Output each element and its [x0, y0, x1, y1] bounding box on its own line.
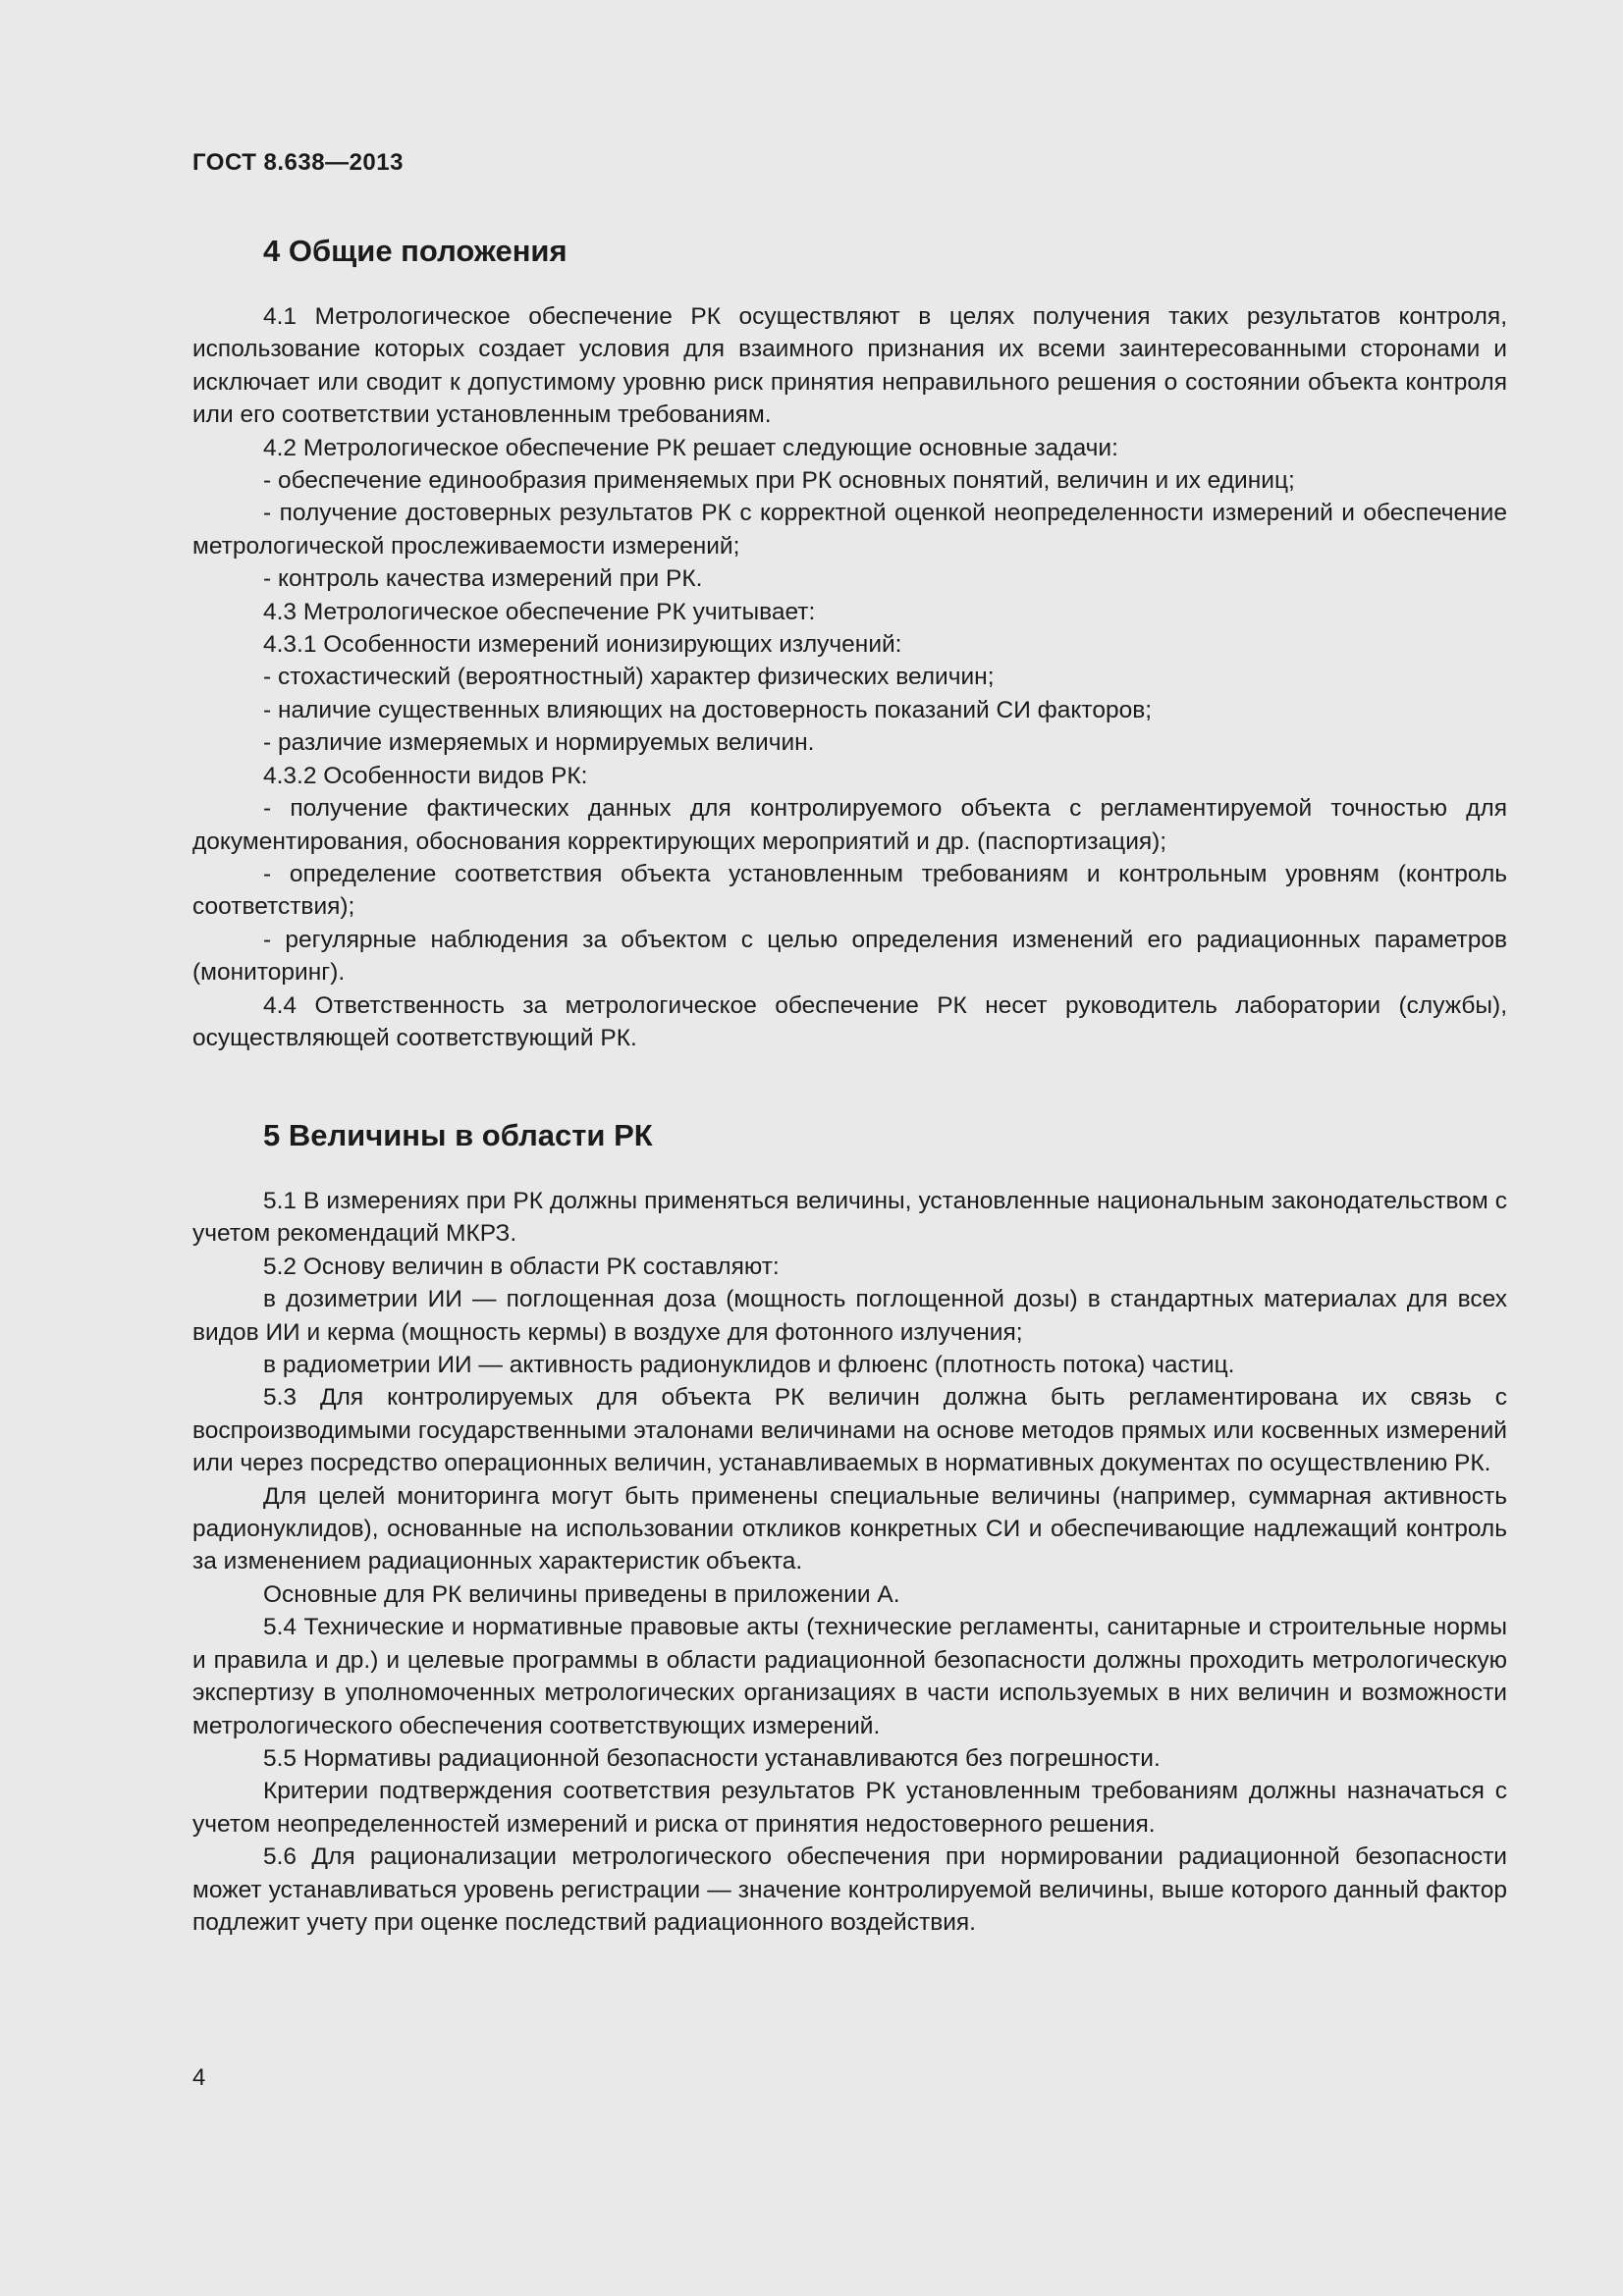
list-item: - обеспечение единообразия применяемых при РК основных понятий, величин и их единиц; [263, 467, 1295, 495]
list-item: - наличие существенных влияющих на достоверность показаний СИ факторов; [263, 696, 1153, 723]
paragraph-5-6: 5.6 Для рационализации метрологического обеспечения при нормировании радиационной безопасности может устанавливаться уровень регистрации — значение контролируемой величины, выше которого данный фактор подлежит учету при оценке последствий радиационного воздействия. [192, 1843, 1507, 1936]
paragraph-4-3: 4.3 Метрологическое обеспечение РК учитывает: [263, 598, 816, 625]
paragraph-5-2: 5.2 Основу величин в области РК составляют: [263, 1253, 780, 1280]
list-item: - получение достоверных результатов РК с корректной оценкой неопределенности измерений и обеспечение метрологической прослеживаемости измерений; [192, 500, 1507, 560]
section-5-title: 5 Величины в области РК [263, 1118, 653, 1152]
section-4 [192, 224, 1507, 1054]
paragraph-5-4: 5.4 Технические и нормативные правовые акты (технические регламенты, санитарные и строительные нормы и правила и др.) и целевые программы в области радиационной безопасности должны проходить метрологическую экспертизу в уполномоченных метрологических организациях в части используемых в них величин и возможности метрологического обеспечения соответствующих измерений. [192, 1614, 1507, 1739]
paragraph-4-3-1: 4.3.1 Особенности измерений ионизирующих излучений: [263, 631, 902, 659]
section-4-title: 4 Общие положения [263, 234, 568, 268]
paragraph-5-3: 5.3 Для контролируемых для объекта РК величин должна быть регламентирована их связь с воспроизводимыми государственными эталонами величинами на основе методов прямых или косвенных измерений или через посредство операционных величин, устанавливаемых в нормативных документах по осуществлению РК. [192, 1384, 1507, 1477]
paragraph-5-1: 5.1 В измерениях при РК должны применяться величины, установленные национальным законодательством с учетом рекомендаций МКРЗ. [192, 1188, 1507, 1248]
list-item: - регулярные наблюдения за объектом с целью определения изменений его радиационных параметров (мониторинг). [192, 926, 1507, 987]
paragraph-4-4: 4.4 Ответственность за метрологическое обеспечение РК несет руководитель лаборатории (службы), осуществляющей соответствующий РК. [192, 991, 1507, 1051]
paragraph-5-2-radiometry: в радиометрии ИИ — активность радионуклидов и флюенс (плотность потока) частиц. [263, 1352, 1235, 1379]
page-number: 4 [192, 2064, 206, 2091]
section-5 [192, 1108, 1507, 1939]
paragraph-4-3-2: 4.3.2 Особенности видов РК: [263, 762, 588, 789]
paragraph-5-3-monitoring: Для целей мониторинга могут быть применены специальные величины (например, суммарная активность радионуклидов), основанные на использовании откликов конкретных СИ и обеспечивающие надлежащий контроль за изменением радиационных характеристик объекта. [192, 1482, 1507, 1575]
paragraph-4-2: 4.2 Метрологическое обеспечение РК решает следующие основные задачи: [263, 434, 1118, 461]
paragraph-5-5: 5.5 Нормативы радиационной безопасности устанавливаются без погрешности. [263, 1744, 1161, 1772]
document-id-header: ГОСТ 8.638—2013 [192, 149, 404, 176]
list-item: - стохастический (вероятностный) характер физических величин; [263, 664, 995, 691]
list-item: - различие измеряемых и нормируемых величин. [263, 729, 815, 757]
list-item: - контроль качества измерений при РК. [263, 565, 703, 593]
list-item: - получение фактических данных для контролируемого объекта с регламентируемой точностью для документирования, обоснования корректирующих мероприятий и др. (паспортизация); [192, 795, 1507, 855]
document-page [192, 143, 1507, 2264]
paragraph-5-3-appendix-ref: Основные для РК величины приведены в приложении А. [263, 1580, 900, 1608]
paragraph-5-2-dosimetry: в дозиметрии ИИ — поглощенная доза (мощность поглощенной дозы) в стандартных материалах для всех видов ИИ и керма (мощность кермы) в воздухе для фотонного излучения; [192, 1286, 1507, 1346]
paragraph-5-5-criteria: Критерии подтверждения соответствия результатов РК установленным требованиям должны назначаться с учетом неопределенностей измерений и риска от принятия недостоверного решения. [192, 1778, 1507, 1838]
paragraph-4-1: 4.1 Метрологическое обеспечение РК осуществляют в целях получения таких результатов контроля, использование которых создает условия для взаимного признания их всеми заинтересованными сторонами и исключает или сводит к допустимому уровню риск принятия неправильного решения о состоянии объекта контроля или его соответствии установленным требованиям. [192, 303, 1507, 429]
list-item: - определение соответствия объекта установленным требованиям и контрольным уровням (контроль соответствия); [192, 860, 1507, 921]
